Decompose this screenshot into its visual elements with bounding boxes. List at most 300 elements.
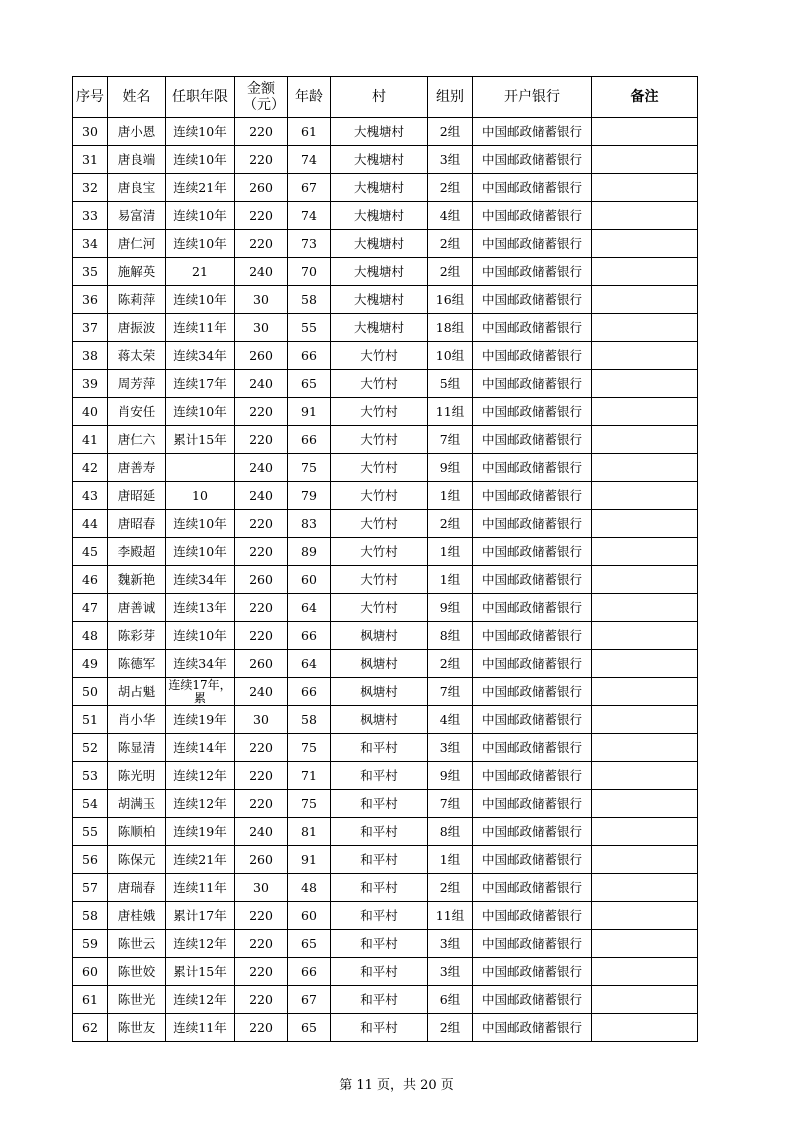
cell-name: 唐振波 — [108, 314, 166, 342]
cell-bank: 中国邮政储蓄银行 — [473, 314, 592, 342]
cell-amount: 240 — [235, 370, 288, 398]
cell-age: 89 — [288, 538, 331, 566]
cell-group: 8组 — [428, 622, 473, 650]
cell-group: 2组 — [428, 650, 473, 678]
cell-village: 大竹村 — [331, 594, 428, 622]
header-row — [73, 77, 698, 118]
cell-group: 1组 — [428, 538, 473, 566]
cell-amount: 260 — [235, 566, 288, 594]
table-row — [73, 258, 698, 286]
cell-remark — [592, 398, 698, 426]
cell-remark — [592, 790, 698, 818]
cell-age: 75 — [288, 734, 331, 762]
cell-amount: 220 — [235, 594, 288, 622]
table-row — [73, 370, 698, 398]
cell-bank: 中国邮政储蓄银行 — [473, 454, 592, 482]
cell-amount: 220 — [235, 958, 288, 986]
cell-village: 和平村 — [331, 734, 428, 762]
cell-bank: 中国邮政储蓄银行 — [473, 370, 592, 398]
cell-age: 91 — [288, 846, 331, 874]
cell-remark — [592, 314, 698, 342]
roster-body — [73, 118, 698, 1042]
cell-village: 和平村 — [331, 818, 428, 846]
cell-amount: 220 — [235, 398, 288, 426]
cell-name: 肖小华 — [108, 706, 166, 734]
cell-amount: 220 — [235, 230, 288, 258]
cell-remark — [592, 118, 698, 146]
cell-amount: 30 — [235, 706, 288, 734]
cell-name: 陈世云 — [108, 930, 166, 958]
cell-group: 7组 — [428, 678, 473, 706]
cell-group: 11组 — [428, 902, 473, 930]
cell-age: 48 — [288, 874, 331, 902]
table-row — [73, 902, 698, 930]
cell-no: 61 — [73, 986, 108, 1014]
roster-table — [72, 76, 698, 1042]
cell-group: 6组 — [428, 986, 473, 1014]
header-amount: 金额（元） — [235, 77, 288, 118]
cell-group: 8组 — [428, 818, 473, 846]
cell-no: 58 — [73, 902, 108, 930]
cell-bank: 中国邮政储蓄银行 — [473, 146, 592, 174]
cell-tenure: 连续34年 — [166, 342, 235, 370]
cell-remark — [592, 230, 698, 258]
cell-name: 唐昭延 — [108, 482, 166, 510]
cell-bank: 中国邮政储蓄银行 — [473, 426, 592, 454]
table-row — [73, 930, 698, 958]
cell-tenure: 累计15年 — [166, 958, 235, 986]
cell-village: 和平村 — [331, 790, 428, 818]
cell-bank: 中国邮政储蓄银行 — [473, 286, 592, 314]
table-row — [73, 594, 698, 622]
cell-tenure: 连续17年 — [166, 370, 235, 398]
cell-no: 59 — [73, 930, 108, 958]
cell-remark — [592, 538, 698, 566]
cell-tenure: 连续13年 — [166, 594, 235, 622]
cell-no: 55 — [73, 818, 108, 846]
cell-no: 34 — [73, 230, 108, 258]
cell-no: 35 — [73, 258, 108, 286]
cell-bank: 中国邮政储蓄银行 — [473, 118, 592, 146]
cell-no: 32 — [73, 174, 108, 202]
cell-group: 3组 — [428, 930, 473, 958]
cell-bank: 中国邮政储蓄银行 — [473, 790, 592, 818]
cell-age: 91 — [288, 398, 331, 426]
cell-no: 36 — [73, 286, 108, 314]
table-row — [73, 678, 698, 706]
cell-remark — [592, 930, 698, 958]
cell-bank: 中国邮政储蓄银行 — [473, 622, 592, 650]
cell-bank: 中国邮政储蓄银行 — [473, 874, 592, 902]
table-row — [73, 118, 698, 146]
table-row — [73, 566, 698, 594]
cell-amount: 220 — [235, 986, 288, 1014]
cell-remark — [592, 706, 698, 734]
cell-no: 49 — [73, 650, 108, 678]
cell-age: 58 — [288, 286, 331, 314]
cell-age: 71 — [288, 762, 331, 790]
cell-bank: 中国邮政储蓄银行 — [473, 762, 592, 790]
cell-no: 44 — [73, 510, 108, 538]
cell-group: 16组 — [428, 286, 473, 314]
cell-village: 大槐塘村 — [331, 146, 428, 174]
cell-group: 10组 — [428, 342, 473, 370]
header-tenure: 任职年限 — [166, 77, 235, 118]
cell-age: 58 — [288, 706, 331, 734]
cell-village: 大竹村 — [331, 454, 428, 482]
cell-bank: 中国邮政储蓄银行 — [473, 538, 592, 566]
cell-no: 39 — [73, 370, 108, 398]
cell-tenure: 连续21年 — [166, 846, 235, 874]
cell-age: 64 — [288, 650, 331, 678]
cell-bank: 中国邮政储蓄银行 — [473, 846, 592, 874]
cell-group: 18组 — [428, 314, 473, 342]
cell-group: 9组 — [428, 454, 473, 482]
table-row — [73, 538, 698, 566]
table-row — [73, 314, 698, 342]
cell-remark — [592, 426, 698, 454]
cell-group: 3组 — [428, 146, 473, 174]
cell-amount: 220 — [235, 202, 288, 230]
cell-remark — [592, 510, 698, 538]
cell-tenure: 连续19年 — [166, 818, 235, 846]
cell-tenure: 连续10年 — [166, 230, 235, 258]
cell-remark — [592, 1014, 698, 1042]
cell-amount: 260 — [235, 342, 288, 370]
cell-name: 陈保元 — [108, 846, 166, 874]
cell-amount: 220 — [235, 426, 288, 454]
cell-name: 唐桂娥 — [108, 902, 166, 930]
cell-name: 唐善寿 — [108, 454, 166, 482]
cell-no: 56 — [73, 846, 108, 874]
cell-name: 施解英 — [108, 258, 166, 286]
cell-name: 唐仁河 — [108, 230, 166, 258]
cell-tenure: 连续10年 — [166, 146, 235, 174]
cell-remark — [592, 678, 698, 706]
cell-group: 11组 — [428, 398, 473, 426]
header-age: 年龄 — [288, 77, 331, 118]
cell-age: 83 — [288, 510, 331, 538]
cell-age: 60 — [288, 902, 331, 930]
cell-no: 50 — [73, 678, 108, 706]
cell-amount: 220 — [235, 1014, 288, 1042]
cell-amount: 220 — [235, 118, 288, 146]
cell-no: 41 — [73, 426, 108, 454]
cell-age: 55 — [288, 314, 331, 342]
cell-village: 和平村 — [331, 846, 428, 874]
cell-amount: 220 — [235, 538, 288, 566]
cell-bank: 中国邮政储蓄银行 — [473, 902, 592, 930]
cell-village: 大竹村 — [331, 566, 428, 594]
table-row — [73, 846, 698, 874]
cell-amount: 220 — [235, 902, 288, 930]
cell-bank: 中国邮政储蓄银行 — [473, 734, 592, 762]
cell-no: 45 — [73, 538, 108, 566]
cell-remark — [592, 762, 698, 790]
cell-village: 和平村 — [331, 762, 428, 790]
cell-age: 66 — [288, 678, 331, 706]
cell-group: 2组 — [428, 1014, 473, 1042]
cell-name: 胡满玉 — [108, 790, 166, 818]
cell-no: 53 — [73, 762, 108, 790]
cell-bank: 中国邮政储蓄银行 — [473, 258, 592, 286]
cell-name: 周芳萍 — [108, 370, 166, 398]
cell-name: 唐小恩 — [108, 118, 166, 146]
cell-group: 3组 — [428, 734, 473, 762]
header-bank: 开户银行 — [473, 77, 592, 118]
cell-village: 大槐塘村 — [331, 118, 428, 146]
cell-village: 大竹村 — [331, 342, 428, 370]
table-row — [73, 510, 698, 538]
cell-bank: 中国邮政储蓄银行 — [473, 342, 592, 370]
cell-no: 52 — [73, 734, 108, 762]
cell-age: 74 — [288, 202, 331, 230]
cell-name: 唐良宝 — [108, 174, 166, 202]
cell-village: 和平村 — [331, 958, 428, 986]
cell-group: 1组 — [428, 566, 473, 594]
table-row — [73, 202, 698, 230]
table-row — [73, 958, 698, 986]
cell-age: 65 — [288, 370, 331, 398]
cell-no: 30 — [73, 118, 108, 146]
cell-age: 65 — [288, 930, 331, 958]
table-row — [73, 230, 698, 258]
cell-bank: 中国邮政储蓄银行 — [473, 650, 592, 678]
cell-tenure: 连续19年 — [166, 706, 235, 734]
cell-name: 陈彩芽 — [108, 622, 166, 650]
cell-village: 大竹村 — [331, 398, 428, 426]
cell-name: 唐昭春 — [108, 510, 166, 538]
cell-group: 2组 — [428, 174, 473, 202]
cell-tenure: 连续12年 — [166, 930, 235, 958]
cell-group: 7组 — [428, 790, 473, 818]
cell-name: 易富清 — [108, 202, 166, 230]
cell-name: 陈德军 — [108, 650, 166, 678]
cell-village: 和平村 — [331, 930, 428, 958]
cell-remark — [592, 482, 698, 510]
cell-remark — [592, 286, 698, 314]
table-row — [73, 482, 698, 510]
cell-age: 67 — [288, 986, 331, 1014]
cell-bank: 中国邮政储蓄银行 — [473, 594, 592, 622]
cell-name: 陈显清 — [108, 734, 166, 762]
table-row — [73, 1014, 698, 1042]
cell-tenure: 累计17年 — [166, 902, 235, 930]
cell-bank: 中国邮政储蓄银行 — [473, 510, 592, 538]
cell-tenure: 连续11年 — [166, 874, 235, 902]
cell-name: 唐善诚 — [108, 594, 166, 622]
cell-village: 大槐塘村 — [331, 314, 428, 342]
header-no: 序号 — [73, 77, 108, 118]
cell-name: 胡占魁 — [108, 678, 166, 706]
cell-group: 9组 — [428, 762, 473, 790]
cell-remark — [592, 902, 698, 930]
cell-group: 2组 — [428, 118, 473, 146]
cell-remark — [592, 874, 698, 902]
cell-tenure: 连续10年 — [166, 538, 235, 566]
cell-age: 67 — [288, 174, 331, 202]
cell-bank: 中国邮政储蓄银行 — [473, 986, 592, 1014]
header-group: 组别 — [428, 77, 473, 118]
cell-bank: 中国邮政储蓄银行 — [473, 958, 592, 986]
cell-age: 64 — [288, 594, 331, 622]
cell-group: 2组 — [428, 258, 473, 286]
cell-village: 大竹村 — [331, 370, 428, 398]
table-row — [73, 650, 698, 678]
header-name: 姓名 — [108, 77, 166, 118]
cell-village: 大竹村 — [331, 538, 428, 566]
cell-village: 和平村 — [331, 902, 428, 930]
table-row — [73, 734, 698, 762]
cell-group: 2组 — [428, 874, 473, 902]
cell-tenure: 连续11年 — [166, 1014, 235, 1042]
cell-tenure: 连续14年 — [166, 734, 235, 762]
header-remark: 备注 — [592, 77, 698, 118]
cell-name: 魏新艳 — [108, 566, 166, 594]
cell-name: 唐良端 — [108, 146, 166, 174]
cell-no: 40 — [73, 398, 108, 426]
cell-amount: 240 — [235, 258, 288, 286]
cell-age: 75 — [288, 790, 331, 818]
cell-no: 54 — [73, 790, 108, 818]
cell-village: 大槐塘村 — [331, 230, 428, 258]
cell-remark — [592, 650, 698, 678]
cell-name: 唐仁六 — [108, 426, 166, 454]
cell-village: 大槐塘村 — [331, 286, 428, 314]
cell-age: 66 — [288, 426, 331, 454]
cell-tenure: 连续34年 — [166, 566, 235, 594]
cell-group: 9组 — [428, 594, 473, 622]
cell-amount: 240 — [235, 454, 288, 482]
cell-remark — [592, 370, 698, 398]
cell-age: 73 — [288, 230, 331, 258]
table-row — [73, 818, 698, 846]
cell-group: 1组 — [428, 846, 473, 874]
cell-group: 4组 — [428, 706, 473, 734]
cell-age: 79 — [288, 482, 331, 510]
cell-amount: 30 — [235, 874, 288, 902]
cell-no: 47 — [73, 594, 108, 622]
cell-group: 7组 — [428, 426, 473, 454]
cell-bank: 中国邮政储蓄银行 — [473, 202, 592, 230]
cell-no: 37 — [73, 314, 108, 342]
cell-age: 60 — [288, 566, 331, 594]
cell-tenure: 连续10年 — [166, 398, 235, 426]
cell-tenure: 连续12年 — [166, 986, 235, 1014]
cell-tenure: 连续10年 — [166, 510, 235, 538]
cell-remark — [592, 258, 698, 286]
cell-amount: 30 — [235, 286, 288, 314]
table-row — [73, 762, 698, 790]
cell-no: 38 — [73, 342, 108, 370]
cell-name: 陈世姣 — [108, 958, 166, 986]
cell-age: 61 — [288, 118, 331, 146]
cell-remark — [592, 622, 698, 650]
cell-amount: 220 — [235, 622, 288, 650]
cell-amount: 260 — [235, 650, 288, 678]
cell-bank: 中国邮政储蓄银行 — [473, 1014, 592, 1042]
cell-bank: 中国邮政储蓄银行 — [473, 706, 592, 734]
cell-tenure: 连续34年 — [166, 650, 235, 678]
cell-no: 60 — [73, 958, 108, 986]
cell-age: 75 — [288, 454, 331, 482]
table-row — [73, 790, 698, 818]
cell-age: 66 — [288, 342, 331, 370]
cell-amount: 260 — [235, 174, 288, 202]
cell-bank: 中国邮政储蓄银行 — [473, 566, 592, 594]
cell-amount: 220 — [235, 146, 288, 174]
cell-amount: 240 — [235, 482, 288, 510]
cell-name: 蒋太荣 — [108, 342, 166, 370]
cell-group: 1组 — [428, 482, 473, 510]
cell-bank: 中国邮政储蓄银行 — [473, 230, 592, 258]
cell-bank: 中国邮政储蓄银行 — [473, 678, 592, 706]
cell-village: 大槐塘村 — [331, 174, 428, 202]
cell-bank: 中国邮政储蓄银行 — [473, 174, 592, 202]
cell-village: 枫塘村 — [331, 650, 428, 678]
cell-tenure: 连续10年 — [166, 202, 235, 230]
cell-no: 42 — [73, 454, 108, 482]
cell-name: 陈世友 — [108, 1014, 166, 1042]
cell-village: 大竹村 — [331, 482, 428, 510]
cell-age: 74 — [288, 146, 331, 174]
cell-age: 81 — [288, 818, 331, 846]
cell-remark — [592, 818, 698, 846]
cell-tenure: 21 — [166, 258, 235, 286]
cell-no: 57 — [73, 874, 108, 902]
cell-remark — [592, 174, 698, 202]
cell-group: 2组 — [428, 230, 473, 258]
table-row — [73, 454, 698, 482]
cell-remark — [592, 202, 698, 230]
cell-remark — [592, 342, 698, 370]
cell-amount: 30 — [235, 314, 288, 342]
cell-bank: 中国邮政储蓄银行 — [473, 818, 592, 846]
cell-age: 65 — [288, 1014, 331, 1042]
cell-remark — [592, 454, 698, 482]
table-row — [73, 706, 698, 734]
cell-amount: 220 — [235, 510, 288, 538]
cell-bank: 中国邮政储蓄银行 — [473, 398, 592, 426]
table-row — [73, 342, 698, 370]
cell-name: 陈光明 — [108, 762, 166, 790]
cell-no: 33 — [73, 202, 108, 230]
page-footer: 第 11 页，共 20 页 — [339, 1078, 454, 1093]
table-row — [73, 146, 698, 174]
cell-no: 51 — [73, 706, 108, 734]
cell-remark — [592, 146, 698, 174]
cell-tenure: 连续12年 — [166, 790, 235, 818]
table-row — [73, 622, 698, 650]
cell-no: 46 — [73, 566, 108, 594]
cell-village: 大槐塘村 — [331, 202, 428, 230]
cell-group: 4组 — [428, 202, 473, 230]
cell-group: 3组 — [428, 958, 473, 986]
cell-bank: 中国邮政储蓄银行 — [473, 482, 592, 510]
cell-tenure: 连续11年 — [166, 314, 235, 342]
cell-group: 5组 — [428, 370, 473, 398]
cell-remark — [592, 566, 698, 594]
table-row — [73, 874, 698, 902]
cell-tenure: 连续12年 — [166, 762, 235, 790]
cell-tenure: 连续10年 — [166, 622, 235, 650]
cell-bank: 中国邮政储蓄银行 — [473, 930, 592, 958]
cell-remark — [592, 846, 698, 874]
cell-amount: 240 — [235, 678, 288, 706]
header-village: 村 — [331, 77, 428, 118]
cell-no: 62 — [73, 1014, 108, 1042]
cell-amount: 220 — [235, 930, 288, 958]
